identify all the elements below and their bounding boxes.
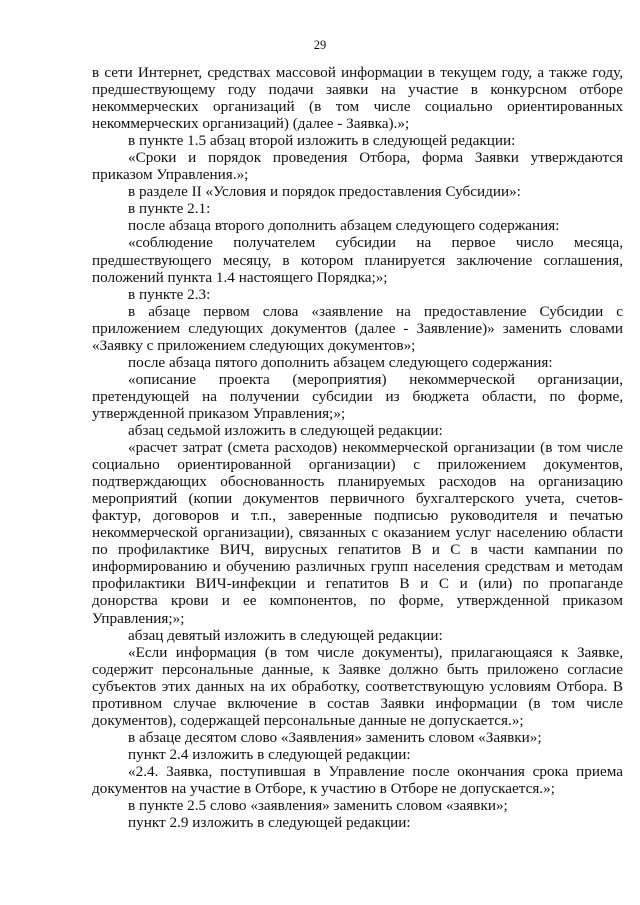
page-number: 29 bbox=[313, 38, 327, 52]
paragraph-5: в пункте 2.1: bbox=[128, 200, 211, 218]
paragraph-15: «Если информация (в том числе документы), прилагающаяся к Заявке, содержит персональные данные, к Заявке должно быть приложено согласие субъектов этих данных на их обработку, соответствующую условиям Отбора. В противном случае включение в состав Заявки информации (в том числе документов), содержащей персональные данные не допускается.»; bbox=[92, 643, 623, 729]
paragraph-9: в абзаце первом слова «заявление на предоставление Субсидии с приложением следующих документов (далее - Заявление)» заменить словами «Заявку с приложением следующих документов»; bbox=[92, 302, 623, 354]
paragraph-6: после абзаца второго дополнить абзацем следующего содержания: bbox=[128, 217, 560, 235]
paragraph-20: пункт 2.9 изложить в следующей редакции: bbox=[128, 814, 411, 832]
paragraph-8: в пункте 2.3: bbox=[128, 285, 211, 303]
paragraph-12: абзац седьмой изложить в следующей редакции: bbox=[128, 421, 443, 439]
paragraph-13: «расчет затрат (смета расходов) некоммерческой организации (в том числе социально ориентированной организации) с приложением документов, подтверждающих обоснованность планируемых расходов на организацию мероприятий (копии документов первичного бухгалтерского учета, счетов-фактур, договоров и т.п., заверенные подписью руководителя и печатью некоммерческой организации), связанных с оказанием услуг населению области по профилактике ВИЧ, вирусных гепатитов В и С в части кампании по информированию и обучению различных групп населения средствам и методам профилактики ВИЧ-инфекции и гепатитов В и С и (или) по пропаганде донорства крови и ее компонентов, по форме, утвержденной приказом Управления;»; bbox=[92, 439, 623, 627]
paragraph-3: «Сроки и порядок проведения Отбора, форма Заявки утверждаются приказом Управления.»; bbox=[92, 149, 623, 184]
paragraph-11: «описание проекта (мероприятия) некоммерческой организации, претендующей на получении субсидии из бюджета области, по форме, утвержденной приказом Управления;»; bbox=[92, 370, 623, 422]
paragraph-1: в сети Интернет, средствах массовой информации в текущем году, а также году, предшествующему году подачи заявки на участие в конкурсном отборе некоммерческих организаций (в том числе социально ориентированных некоммерческих организаций) (далее - Заявка).»; bbox=[92, 64, 623, 133]
paragraph-14: абзац девятый изложить в следующей редакции: bbox=[128, 626, 443, 644]
paragraph-19: в пункте 2.5 слово «заявления» заменить словом «заявки»; bbox=[128, 797, 508, 815]
paragraph-16: в абзаце десятом слово «Заявления» заменить словом «Заявки»; bbox=[128, 728, 542, 746]
paragraph-4: в разделе II «Условия и порядок предоставления Субсидии»: bbox=[128, 183, 521, 201]
paragraph-18: «2.4. Заявка, поступившая в Управление после окончания срока приема документов на участие в Отборе, к участию в Отборе не допускается.»; bbox=[92, 762, 623, 797]
paragraph-2: в пункте 1.5 абзац второй изложить в следующей редакции: bbox=[128, 132, 516, 150]
paragraph-7: «соблюдение получателем субсидии на первое число месяца, предшествующего месяцу, в котором планируется заключение соглашения, положений пункта 1.4 настоящего Порядка;»; bbox=[92, 234, 623, 286]
paragraph-17: пункт 2.4 изложить в следующей редакции: bbox=[128, 745, 411, 763]
document-body bbox=[92, 64, 623, 831]
paragraph-10: после абзаца пятого дополнить абзацем следующего содержания: bbox=[128, 353, 553, 371]
